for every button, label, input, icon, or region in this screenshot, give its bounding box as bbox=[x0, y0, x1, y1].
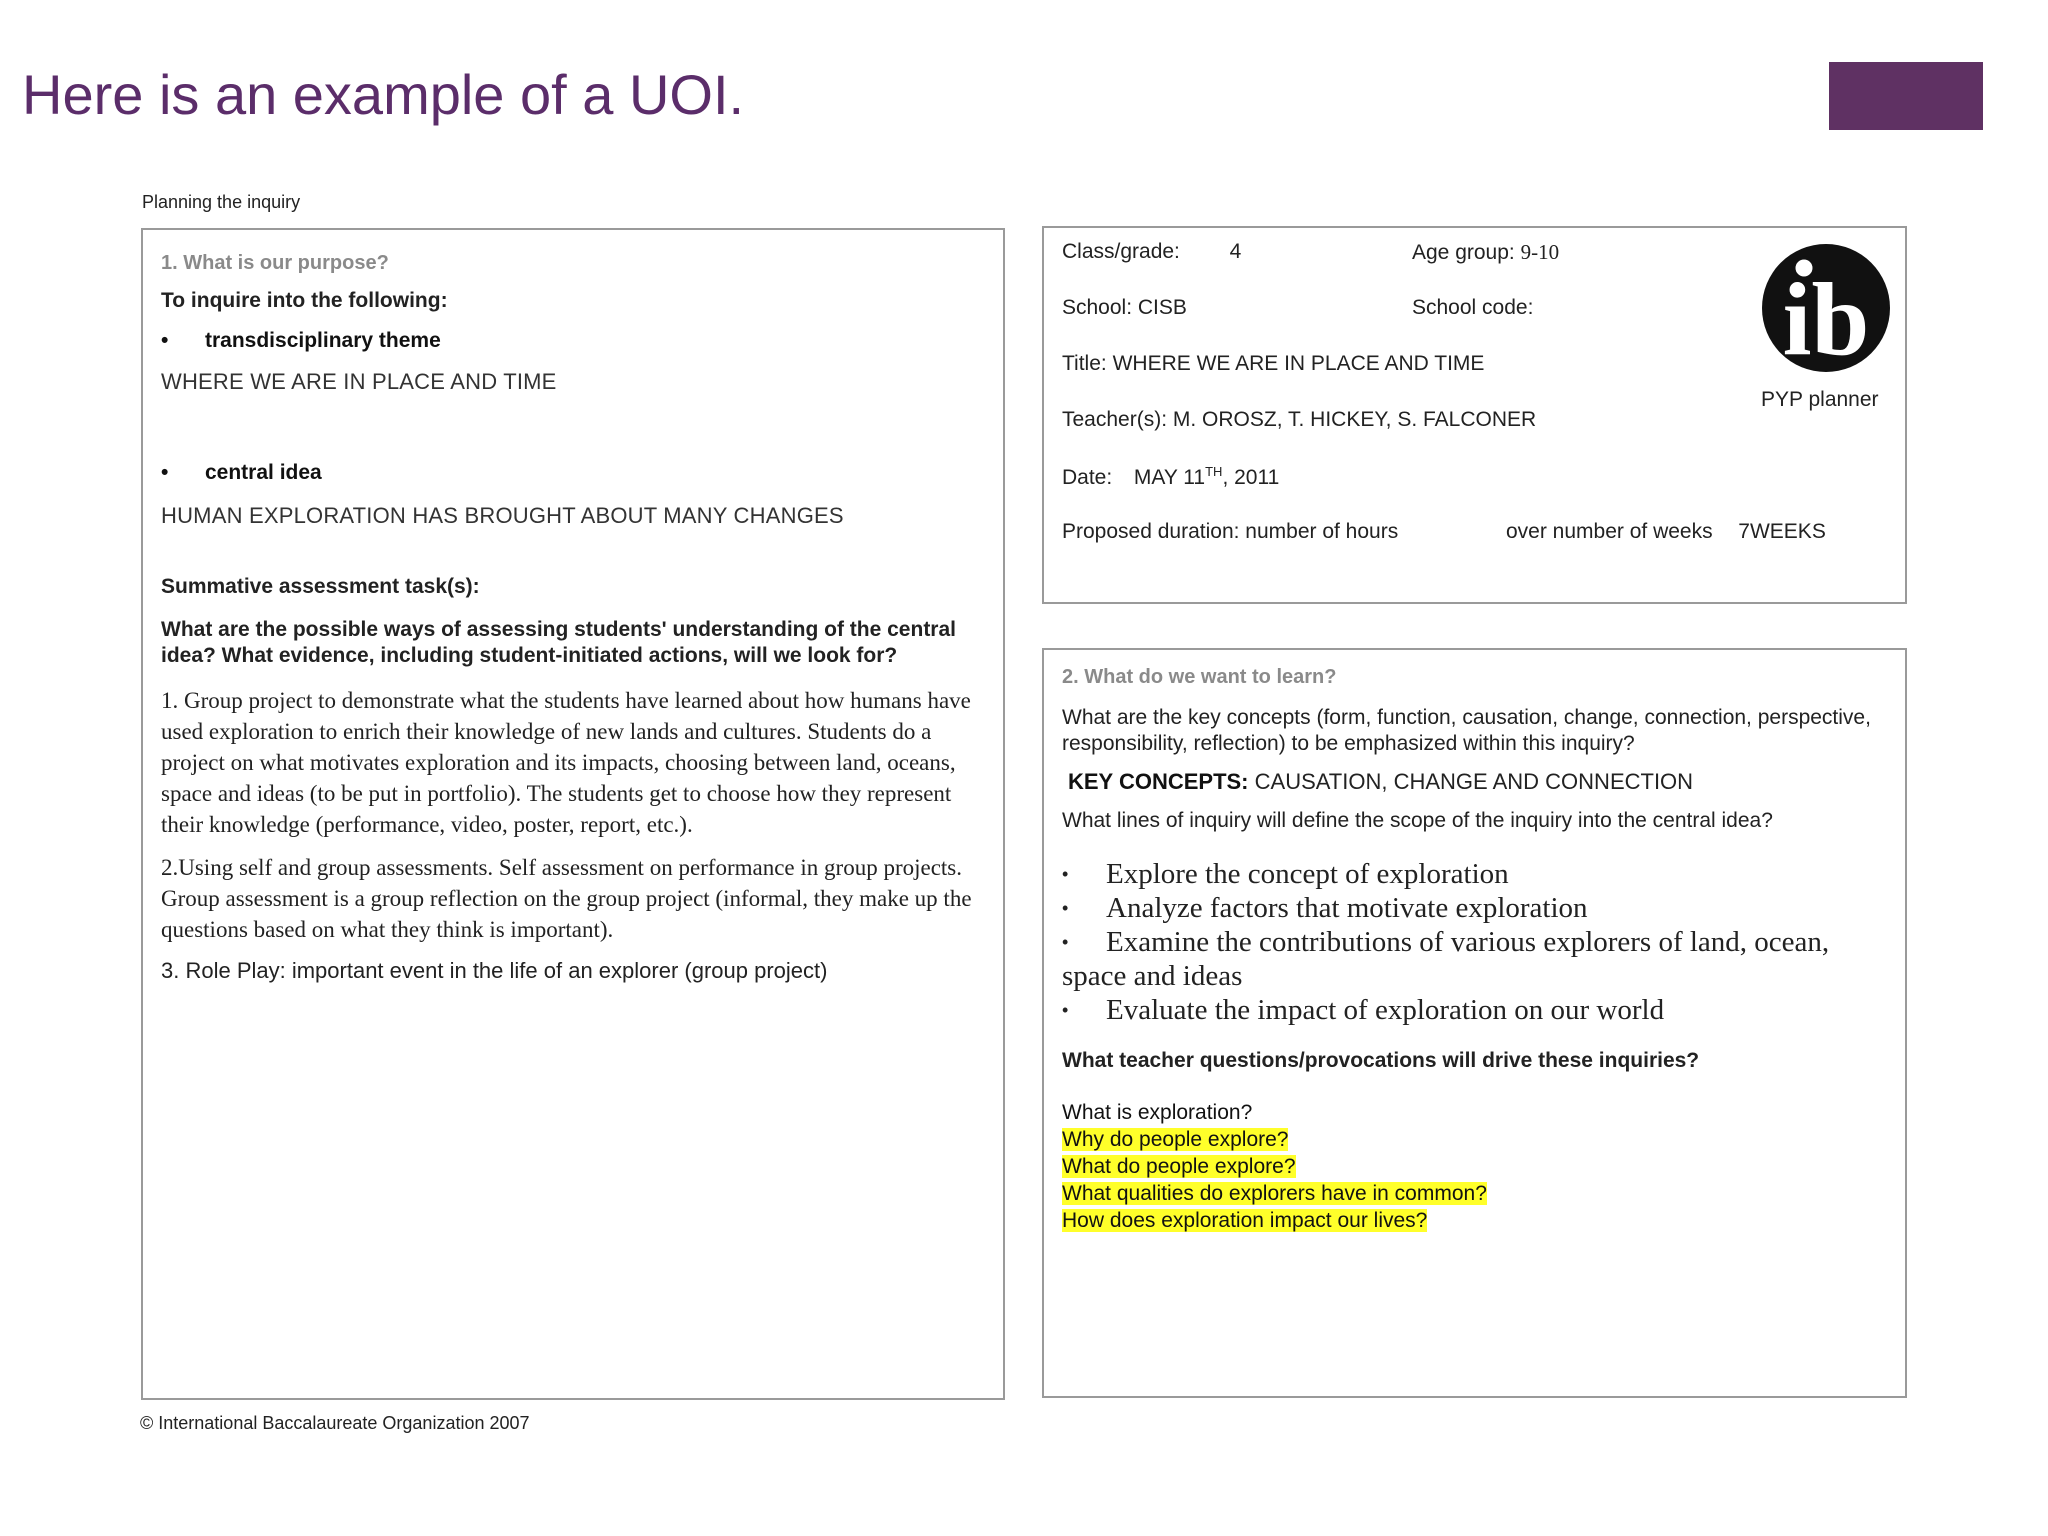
line-of-inquiry-continued: space and ideas bbox=[1062, 960, 1243, 992]
school-field bbox=[1062, 296, 1187, 320]
weeks-label: over number of weeks bbox=[1506, 520, 1713, 543]
key-concepts-label: KEY CONCEPTS: bbox=[1068, 769, 1249, 794]
theme-value: WHERE WE ARE IN PLACE AND TIME bbox=[161, 369, 557, 394]
title-value: WHERE WE ARE IN PLACE AND TIME bbox=[1112, 352, 1485, 375]
task-2: 2.Using self and group assessments. Self assessment on performance in group projects. Group assessment is a group reflection on the group project (informal, they make up the questions based on what they think is important). bbox=[161, 855, 972, 942]
age-value: 9-10 bbox=[1520, 240, 1560, 264]
question-item: What is exploration? bbox=[1062, 1101, 1253, 1124]
summative-label: Summative assessment task(s): bbox=[161, 575, 480, 598]
teacher-value: M. OROSZ, T. HICKEY, S. FALCONER bbox=[1172, 408, 1537, 431]
teacher-questions bbox=[1062, 1099, 1887, 1234]
title-label: Title: bbox=[1062, 352, 1107, 375]
line-of-inquiry-item: • Evaluate the impact of exploration on our world bbox=[1062, 994, 1665, 1026]
ib-logo-icon bbox=[1760, 242, 1892, 374]
key-concepts-value: CAUSATION, CHANGE AND CONNECTION bbox=[1254, 769, 1694, 794]
school-value: CISB bbox=[1137, 296, 1187, 319]
summative-question: What are the possible ways of assessing students' understanding of the central idea? What evidence, including student-initiated actions, will we look for? bbox=[161, 618, 956, 667]
purpose-intro: To inquire into the following: bbox=[161, 289, 448, 312]
task-1: 1. Group project to demonstrate what the students have learned about how humans have used exploration to enrich their knowledge of new lands and cultures. Students do a project on what motivates exploration and its impacts, choosing between land, oceans, space and ideas (to be put in portfolio). The students get to choose how they represent their knowledge (performance, video, poster, report, etc.). bbox=[161, 688, 971, 837]
concepts-question: What are the key concepts (form, function, causation, change, connection, perspective, responsibility, reflection) to be emphasized within this inquiry? bbox=[1062, 706, 1871, 755]
central-idea-label: central idea bbox=[205, 461, 322, 484]
date-value-post: , 2011 bbox=[1222, 466, 1280, 489]
theme-label: transdisciplinary theme bbox=[205, 329, 441, 352]
central-idea-value: HUMAN EXPLORATION HAS BROUGHT ABOUT MANY CHANGES bbox=[161, 503, 844, 528]
date-value-pre: MAY 11 bbox=[1133, 466, 1206, 489]
line-of-inquiry-item: • Examine the contributions of various explorers of land, ocean, bbox=[1062, 926, 1830, 958]
pyp-planner-label: PYP planner bbox=[1761, 388, 1879, 411]
question-item-highlighted: What do people explore? bbox=[1062, 1155, 1296, 1178]
date-value-sup: TH bbox=[1205, 464, 1223, 479]
accent-block bbox=[1829, 62, 1983, 130]
bullet-icon: • bbox=[1062, 932, 1069, 952]
class-label: Class/grade: bbox=[1062, 240, 1180, 263]
age-group-field bbox=[1412, 240, 1559, 265]
bullet-icon: • bbox=[1062, 898, 1069, 918]
date-field bbox=[1062, 464, 1279, 490]
age-label: Age group: bbox=[1412, 241, 1515, 264]
school-code-label: School code: bbox=[1412, 296, 1534, 319]
teacher-label: Teacher(s): bbox=[1062, 408, 1168, 431]
page-label: Planning the inquiry bbox=[142, 192, 301, 212]
bullet-icon: • bbox=[161, 329, 169, 352]
duration-field bbox=[1062, 520, 1398, 544]
title-field bbox=[1062, 352, 1484, 376]
task-3: 3. Role Play: important event in the life of an explorer (group project) bbox=[161, 958, 828, 983]
learn-box bbox=[1042, 648, 1907, 1398]
lines-question: What lines of inquiry will define the scope of the inquiry into the central idea? bbox=[1062, 809, 1773, 832]
line-of-inquiry-item: • Explore the concept of exploration bbox=[1062, 858, 1509, 890]
question-item-highlighted: What qualities do explorers have in common? bbox=[1062, 1182, 1487, 1205]
class-grade-field bbox=[1062, 240, 1241, 264]
question-item-highlighted: How does exploration impact our lives? bbox=[1062, 1209, 1428, 1232]
lines-of-inquiry bbox=[1062, 857, 1887, 1027]
bullet-icon: • bbox=[161, 461, 169, 484]
question-item-highlighted: Why do people explore? bbox=[1062, 1128, 1289, 1151]
teacher-field bbox=[1062, 408, 1536, 432]
central-idea-row bbox=[161, 461, 985, 485]
ib-logo-text: ib bbox=[1782, 262, 1870, 374]
key-concepts-row bbox=[1068, 769, 1887, 795]
purpose-box bbox=[141, 228, 1005, 1400]
weeks-value: 7WEEKS bbox=[1738, 520, 1826, 543]
class-value: 4 bbox=[1229, 240, 1242, 263]
learn-heading: 2. What do we want to learn? bbox=[1062, 666, 1337, 688]
weeks-field bbox=[1506, 520, 1826, 544]
slide-title: Here is an example of a UOI. bbox=[22, 63, 745, 126]
purpose-heading: 1. What is our purpose? bbox=[161, 252, 389, 274]
bullet-icon: • bbox=[1062, 864, 1069, 884]
copyright-footer: © International Baccalaureate Organization 2007 bbox=[140, 1413, 530, 1433]
line-of-inquiry-item: • Analyze factors that motivate exploration bbox=[1062, 892, 1588, 924]
bullet-icon: • bbox=[1062, 1000, 1069, 1020]
theme-label-row bbox=[161, 329, 985, 353]
date-label: Date: bbox=[1062, 466, 1113, 489]
duration-label: Proposed duration: number of hours bbox=[1062, 520, 1399, 543]
school-label: School: bbox=[1062, 296, 1133, 319]
school-code-field bbox=[1412, 296, 1533, 320]
provocations-label: What teacher questions/provocations will drive these inquiries? bbox=[1062, 1049, 1700, 1072]
